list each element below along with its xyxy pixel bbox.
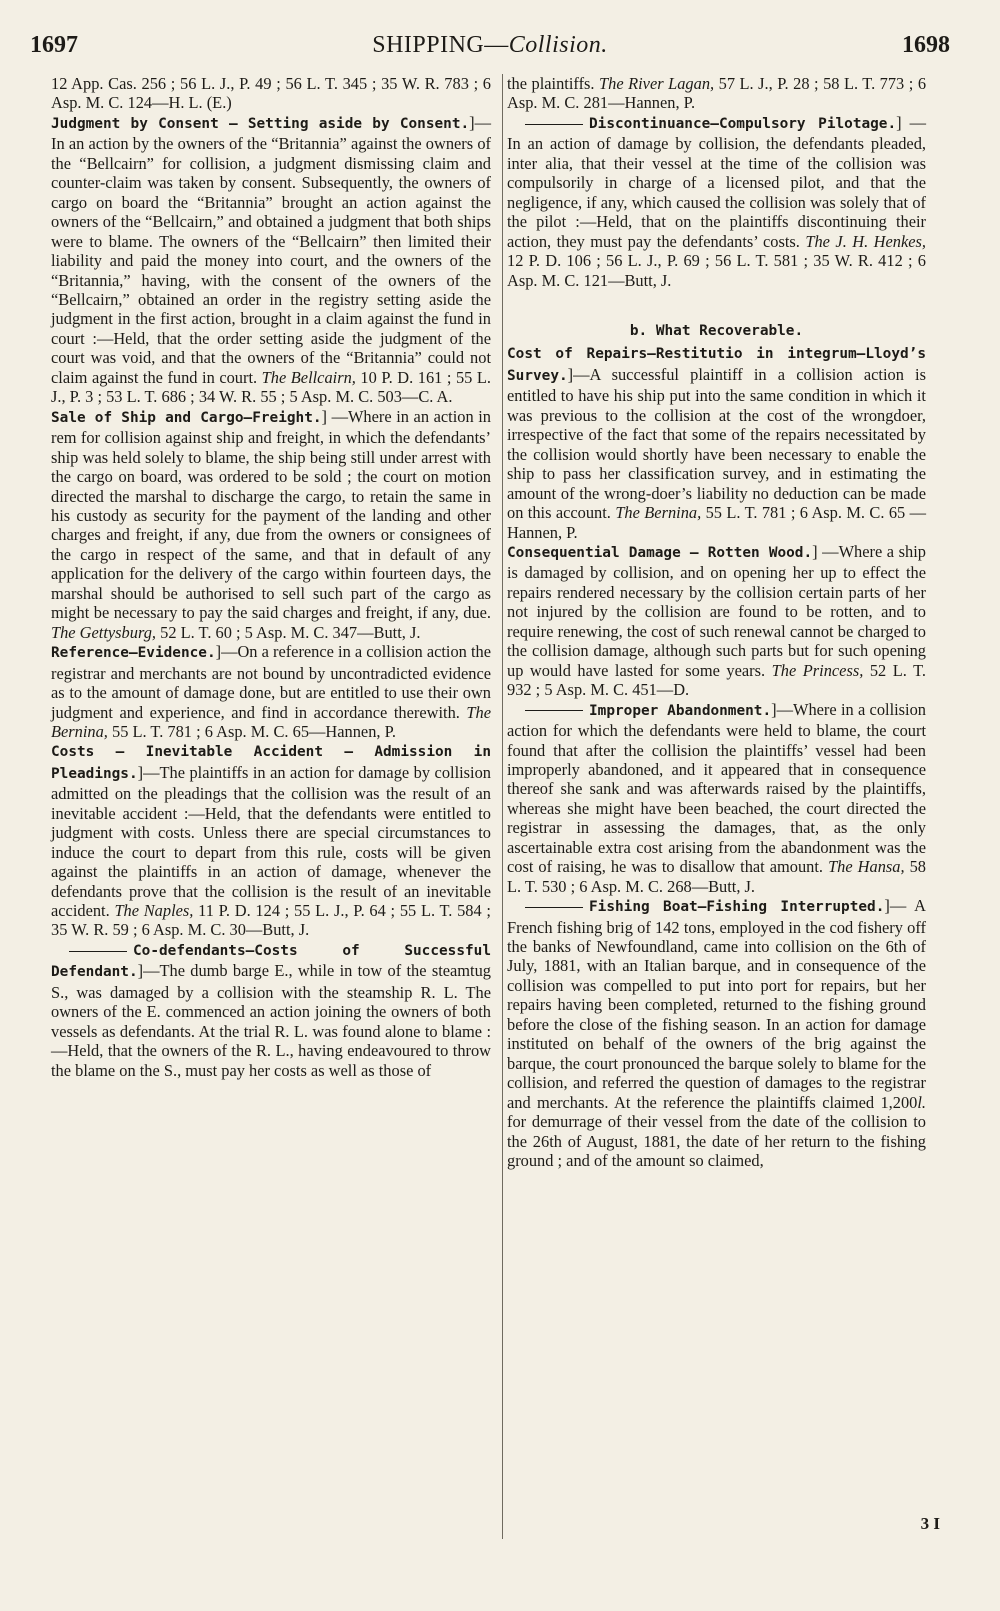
case-name: The Gettysburg, [51, 622, 157, 642]
entry-heading: Sale of Ship and Cargo—Freight. [51, 409, 322, 426]
entry-discontinuance [507, 113, 926, 290]
case-name: The Bernina, [615, 503, 702, 523]
citation-text: 10 P. D. 161 ; 55 L. J., P. 3 ; 53 L. T. 686 ; 34 W. R. 55 ; 5 Asp. M. C. 503—C. A. [51, 367, 491, 407]
entry-body: ] —Where a ship is damaged by collision, and on opening her up to effect the repairs rendered necessary by the collision certain parts of her not injured by the collision are found to be rotten, and to require renewing, the cost of such renewal cannot be charged to the collision damage, although such parts but for such opening up would have lasted for some years. [507, 541, 926, 680]
entry-body: ] —In an action of damage by collision, the defendants pleaded, inter alia, that their vessel at the time of the collision was compulsorily in charge of a licensed pilot, and that the negligence, if any, which caused the collision was solely that of the pilot :—Held, that on the plaintiffs discontinuing their action, they must pay the defendants’ costs. [507, 112, 926, 251]
citation-text: 52 L. T. 60 ; 5 Asp. M. C. 347—Butt, J. [160, 622, 421, 642]
entry-heading: Costs — Inevitable Accident — Admission in Pleadings. [51, 744, 491, 782]
entry-continuation [51, 74, 491, 113]
entry-continuation [507, 74, 926, 113]
running-head [30, 32, 950, 66]
entry-heading: Discontinuance—Compulsory Pilotage. [589, 115, 897, 132]
ditto-dash [525, 907, 583, 908]
entry-cost-of-repairs [507, 343, 926, 542]
entry-heading: Cost of Repairs—Restitutio in integrum—Lloyd’s Survey. [507, 346, 926, 384]
entry-reference-evidence [51, 642, 491, 741]
signature-mark: 3 I [920, 1514, 940, 1533]
case-name: The Princess, [771, 660, 864, 680]
entry-costs-inevitable-accident [51, 741, 491, 940]
column-divider [502, 74, 503, 1539]
case-name: The River Lagan, [599, 74, 715, 93]
entry-heading: Improper Abandonment. [589, 702, 772, 719]
entry-body: ]—In an action by the owners of the “Britannia” against the owners of the “Bellcairn” for collision, a judgment dismissing claim and counter-claim was taken by consent. Subsequently, the owners of cargo on board the “Britannia” brought an action against the owners of the “Bellcairn,” and obtained a judgment that both ships were to blame. The owners of the “Bellcairn” then limited their liability and paid the money into court, and the owners of the “Britannia,” having, with the consent of the owners of the “Bellcairn,” obtained an order in the registry setting aside the judgment in the first action, brought in a claim against the fund in court :—Held, that the order setting aside the judgment of the court was void, and that the owners of the “Britannia” could not claim against the fund in court. [51, 112, 491, 387]
entry-body: ]—The plaintiffs in an action for damage by collision admitted on the pleadings that the collision was the result of an inevitable accident :—Held, that the defendants were entitled to judgment with costs. Unless there are special circumstances to induce the court to depart from this rule, costs will be given against the plaintiffs in an action of damage, whenever the defendants prove that the collision is the result of an inevitable accident. [51, 762, 491, 921]
ditto-dash [525, 710, 583, 711]
entry-heading: Co-defendants—Costs of Successful Defendant. [51, 942, 491, 981]
entry-body: the plaintiffs. [507, 74, 595, 93]
citation-text: 12 App. Cas. 256 ; 56 L. J., P. 49 ; 56 L. T. 345 ; 35 W. R. 783 ; 6 Asp. M. C. 124—H. L. (E.) [51, 74, 491, 113]
entry-sale-of-ship [51, 407, 491, 642]
running-title-prefix: SHIPPING— [372, 32, 509, 58]
pound-abbrev: l. [917, 1092, 926, 1112]
citation-text: 57 L. J., P. 28 ; 58 L. T. 773 ; 6 Asp. M. C. 281—Hannen, P. [507, 74, 927, 113]
entry-heading: Fishing Boat—Fishing Interrupted. [589, 899, 885, 916]
entry-body: ] —Where in an action in rem for collision against ship and freight, in which the defendants’ ship was held solely to blame, the ship being still under arrest with the cargo on board, was ordered to be sold ; the court on motion directed the marshal to discharge the cargo, to retain the same in his custody as security for the payment of the landing and other charges and freight, if any, due from the owners or consignees of the cargo in respect of the same, and that in default of any application for the delivery of the cargo within fourteen days, the marshal should be authorised to sell such part of the cargo as might be necessary to pay the said charges and freight, if any, due. [51, 406, 491, 623]
entry-consequential-damage [507, 542, 926, 700]
case-name: The J. H. Henkes, [805, 231, 926, 251]
page-number-right: 1698 [902, 32, 950, 58]
citation-text: 55 L. T. 781 ; 6 Asp. M. C. 65 —Hannen, P. [507, 503, 926, 542]
case-name: The Bellcairn, [261, 367, 356, 387]
entry-body: ]—Where in a collision action for which the defendants were held to blame, the court found that after the collision the plaintiffs’ vessel had been improperly abandoned, and it appeared that in consequence thereof she sank and was afterwards raised by the plaintiffs, whereas she might have been beached, the court directed the registrar in assessing the damages, that, as the only ascertainable extra cost arising from the abandonment was the cost of raising, he was to disallow that amount. [507, 699, 926, 877]
ditto-dash [525, 124, 583, 125]
citation-text: 52 L. T. 932 ; 5 Asp. M. C. 451—D. [507, 660, 926, 700]
entry-judgment-by-consent [51, 113, 491, 407]
citation-text: 58 L. T. 530 ; 6 Asp. M. C. 268—Butt, J. [507, 857, 926, 896]
entry-fishing-boat [507, 896, 926, 1170]
entry-body: ]— A French fishing brig of 142 tons, employed in the cod fishery off the banks of Newfoundland, came into collision on the 6th of July, 1881, with an Italian barque, and in consequence of the collision was compelled to put into port for repairs, but her repairs having been completed, returned to the fishing ground before the close of the fishing season. In an action for damage instituted on behalf of the owners of the brig against the barque, the court pronounced the barque solely to blame for the collision, and referred the question of damages to the registrar and merchants. At the reference the plaintiffs claimed 1,200 [507, 896, 926, 1112]
entry-co-defendants [51, 940, 491, 1080]
entry-body: ]—On a reference in a collision action the registrar and merchants are not bound by uncontradicted evidence as to the amount of damage done, but are entitled to use their own judgment and experience, and find in accordance therewith. [51, 642, 491, 722]
left-column [51, 74, 491, 1080]
entry-heading: Reference—Evidence. [51, 645, 216, 662]
ditto-dash [69, 951, 127, 952]
case-name: The Bernina, [51, 702, 491, 741]
entry-heading: Consequential Damage — Rotten Wood. [507, 544, 813, 561]
entry-body-continued: for demurrage of their vessel from the date of the collision to the 26th of August, 1881, the date of her return to the fishing ground ; and of the amount so claimed, [507, 1112, 926, 1171]
page-number-left: 1697 [30, 32, 78, 58]
entry-improper-abandonment [507, 700, 926, 897]
entry-body: ]—The dumb barge E., while in tow of the steamtug S., was damaged by a collision with the steamship R. L. The owners of the E. commenced an action joining the owners of both vessels as defendants. At the trial R. L. was found alone to blame :—Held, that the owners of the R. L., having endeavoured to throw the blame on the S., must pay her costs as well as those of [51, 961, 491, 1080]
case-name: The Hansa, [828, 857, 905, 877]
running-title [30, 32, 950, 59]
running-title-italic: Collision. [508, 32, 608, 58]
citation-text: 11 P. D. 124 ; 55 L. J., P. 64 ; 55 L. T. 584 ; 35 W. R. 59 ; 6 Asp. M. C. 30—Butt, J. [51, 901, 491, 940]
section-title: b. What Recoverable. [629, 322, 804, 339]
entry-heading: Judgment by Consent — Setting aside by Consent. [51, 115, 470, 132]
entry-body: ]—A successful plaintiff in a collision action is entitled to have his ship put into the same condition in which it was previous to the collision at the cost of the wrongdoer, irrespective of the fact that some of the repairs necessitated by the collision would shortly have been necessary to enable the ship to pass her classification survey, and in estimating the amount of the wrong-doer’s liability no deduction can be made on this account. [507, 364, 926, 523]
case-name: The Naples, [114, 901, 194, 921]
citation-text: 55 L. T. 781 ; 6 Asp. M. C. 65—Hannen, P. [112, 721, 396, 741]
right-column [507, 74, 926, 1170]
citation-text: 12 P. D. 106 ; 56 L. J., P. 69 ; 56 L. T. 581 ; 35 W. R. 412 ; 6 Asp. M. C. 121—Butt, J. [507, 251, 926, 290]
